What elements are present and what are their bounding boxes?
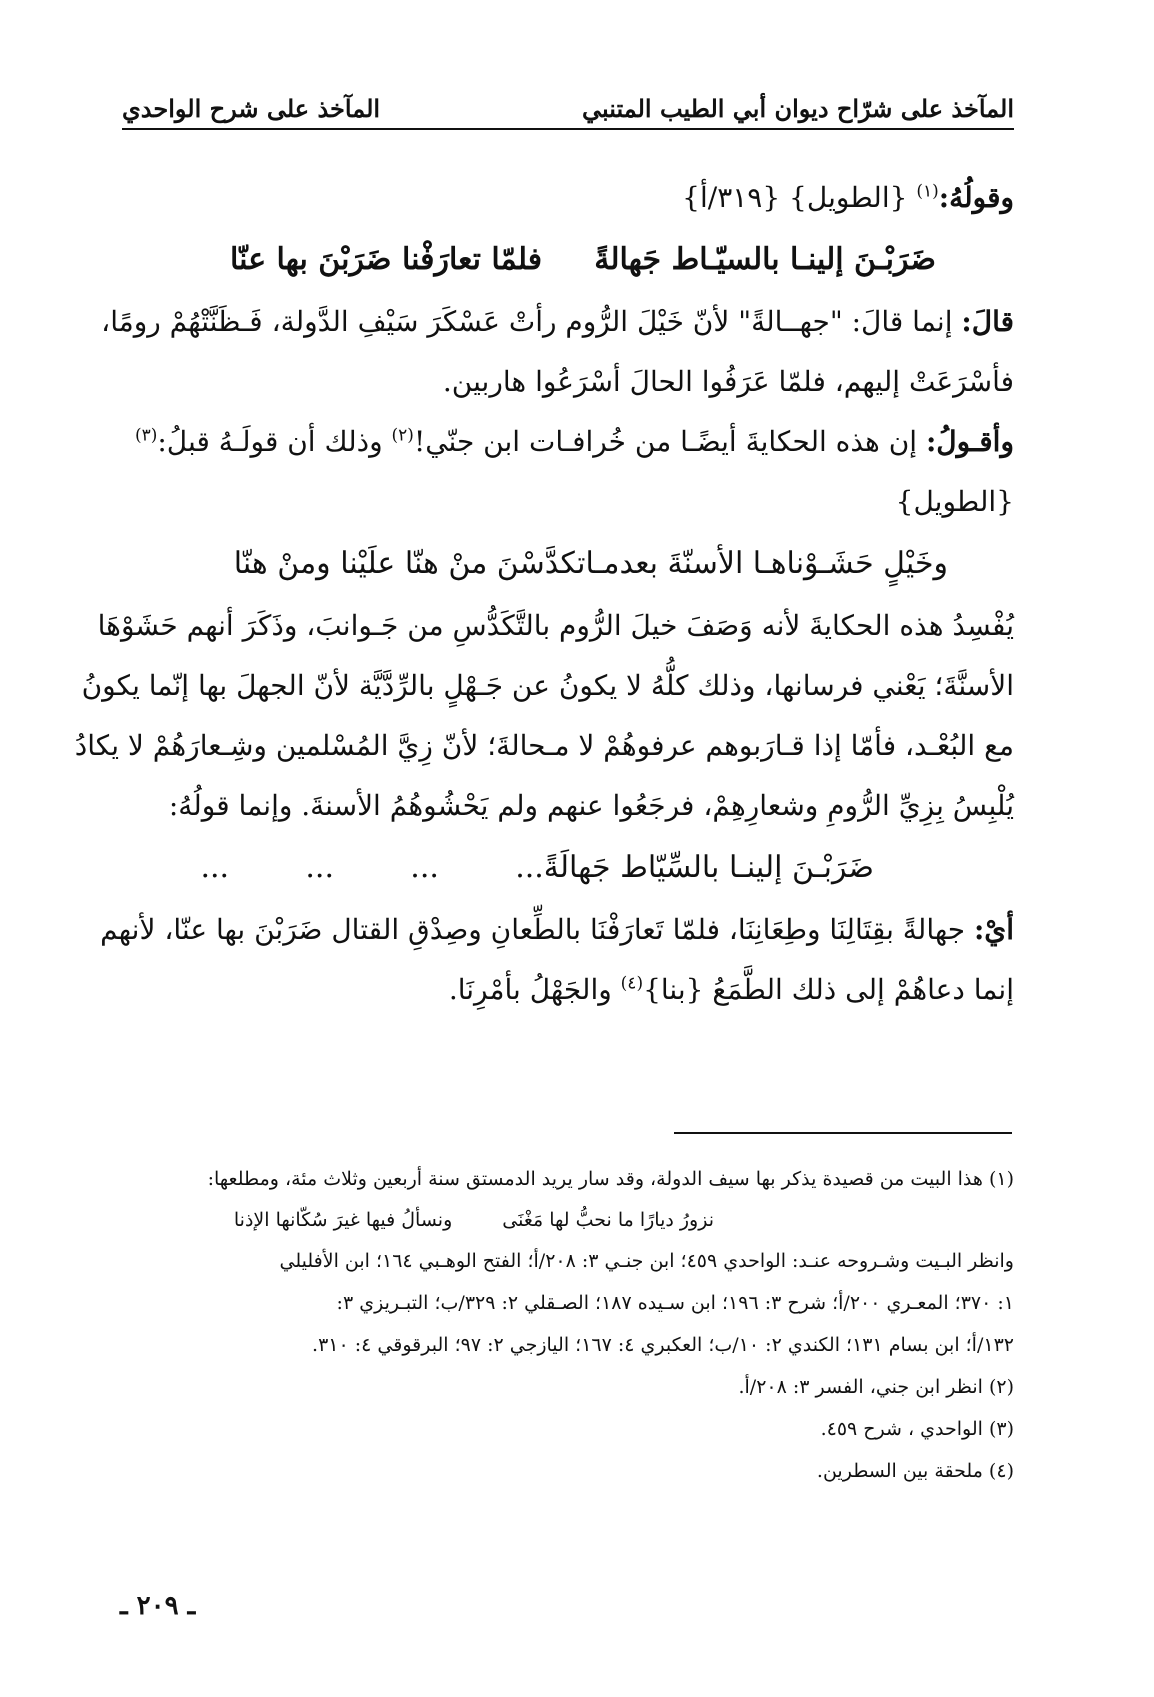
qala-line-2: فأسْرَعَتْ إليهم، فلمّا عَرَفُوا الحالَ أسْرَعُوا هاربين. xyxy=(442,365,1014,398)
intro-line xyxy=(144,168,1014,228)
intro-lead: وقولُهُ: xyxy=(938,181,1014,214)
commentary-line-3: مع البُعْـد، فأمّا إذا قـارَبوهم عرفوهُمْ لا مـحالةَ؛ لأنّ زِيَّ المُسْلمين وشِـعارَهُمْ لا يكادُ xyxy=(74,729,1014,762)
commentary-line-2: الأسنَّةَ؛ يَعْني فرسانها، وذلك كلُّهُ لا يكونُ عن جَـهْلٍ بالرِّدَّيَّة لأنّ الجهلَ بها إنّما يكونُ xyxy=(81,669,1014,702)
verse-2-first-hemistich: وخَيْلٍ حَشَـوْناهـا الأسنّةَ بعدمـا xyxy=(585,546,948,581)
footnote-3: (٣) الواحدي ، شرح ٤٥٩. xyxy=(820,1418,1014,1440)
footnote-1-line-1: (١) هذا البيت من قصيدة يذكر بها سيف الدولة، وقد سار يريد الدمستق سنة أربعين وثلاث مئة، ومطلعها: xyxy=(207,1168,1014,1190)
footnote-1-verse-first: نزورُ ديارًا ما نحبُّ لها مَغْنَى xyxy=(502,1209,714,1231)
ellipsis: ... xyxy=(200,850,230,885)
verse-1-second-hemistich: فلمّا تعارَفْنا ضَرَبْنَ بها عنّا xyxy=(230,242,543,277)
aqul-line-2: {الطويل} xyxy=(895,485,1014,518)
verse-3 xyxy=(144,836,1014,900)
verse-3-dots xyxy=(200,836,543,900)
footnote-2: (٢) انظر ابن جني، الفسر ٣: ٢٠٨/أ. xyxy=(738,1376,1014,1398)
footnote-1-verse xyxy=(144,1200,1014,1240)
footnote-ref-4: (٤) xyxy=(620,973,644,994)
aqul-text-1b: وذلك أن قولَـهُ قبلُ: xyxy=(157,425,392,458)
footnote-ref-1: (١) xyxy=(916,181,939,202)
verse-2-second-hemistich: تكدَّسْنَ منْ هنّا علَيْنا ومنْ هنّا xyxy=(233,546,586,581)
verse-1 xyxy=(144,228,1014,292)
ellipsis: ... xyxy=(410,850,439,885)
footnote-ref-3: (٣) xyxy=(134,425,158,446)
explanation-text-2a: إنما دعاهُمْ إلى ذلك الطَّمَعُ {بنا} xyxy=(643,973,1014,1006)
ellipsis: ... xyxy=(305,850,334,885)
explanation-line-1 xyxy=(100,900,1014,960)
chapter-title-header: المآخذ على شرح الواحدي xyxy=(122,94,381,123)
footnote-separator xyxy=(674,1132,1012,1134)
qala-text-1: إنما قالَ: "جهــالةً" لأنّ خَيْلَ الرُّوم رأتْ عَسْكَرَ سَيْفِ الدَّولة، فَـظَنَّتْهُمْ رومًا، xyxy=(101,305,962,338)
aqul-lead: وأقـولُ: xyxy=(925,425,1014,458)
aqul-line-1 xyxy=(134,412,1014,472)
verse-1-first-hemistich: ضَرَبْـنَ إلينـا بالسيّـاط جَهالةً xyxy=(594,242,936,277)
footnote-ref-2: (٢) xyxy=(391,425,414,446)
verse-3-first-hemistich: ضَرَبْـنَ إلينـا بالسِّيّاط جَهالَةً xyxy=(543,850,874,885)
aqul-text-1: إن هذه الحكايةَ أيضًـا من خُرافـات ابن جنّي! xyxy=(413,425,926,458)
footnote-1-line-2: وانظر البـيت وشـروحه عنـد: الواحدي ٤٥٩؛ ابن جنـي ٣: ٢٠٨/أ؛ الفتح الوهـبي ١٦٤؛ ابن الأفليلي xyxy=(279,1250,1014,1272)
qala-lead: قالَ: xyxy=(961,305,1014,338)
commentary-line-1: يُفْسِدُ هذه الحكايةَ لأنه وَصَفَ خيلَ الرُّوم بالتَّكَدُّسِ من جَـوانبَ، وذَكَرَ أنهم حَشَوْهَا xyxy=(97,609,1014,642)
footnote-1-line-3: ١: ٣٧٠؛ المعـري ٢٠٠/أ؛ شرح ٣: ١٩٦؛ ابن سـيده ١٨٧؛ الصـقلي ٢: ٣٢٩/ب؛ التبـريزي ٣: xyxy=(336,1292,1014,1314)
footnote-4: (٤) ملحقة بين السطرين. xyxy=(816,1460,1014,1482)
commentary-line-4: يُلْبِسُ بِزِيِّ الرُّومِ وشعارِهِمْ، فرجَعُوا عنهم ولم يَحْشُوهُمُ الأسنةَ. وإنما قولُهُ: xyxy=(168,789,1014,822)
book-title-header: المآخذ على شرّاح ديوان أبي الطيب المتنبي xyxy=(582,94,1014,123)
main-text xyxy=(74,168,1014,1020)
verse-2 xyxy=(144,532,1014,596)
intro-meter: {الطويل} {٣١٩/أ} xyxy=(682,181,917,214)
qala-line-1 xyxy=(101,292,1014,352)
explanation-text-2b: والجَهْلُ بأمْرِنَا. xyxy=(448,973,621,1006)
ellipsis: ... xyxy=(515,850,544,885)
running-header xyxy=(122,82,1014,130)
footnote-1-verse-second: ونسألُ فيها غيرَ سُكّانها الإذنا xyxy=(233,1209,453,1231)
footnotes xyxy=(144,1158,1014,1492)
explanation-lead: أيْ: xyxy=(973,913,1014,946)
page-number: ـ ٢٠٩ ـ xyxy=(120,1591,196,1621)
explanation-text-1: جهالةً بقِتَالِنَا وطِعَانِنَا، فلمّا تَعارَفْنَا بالطِّعانِ وصِدْقِ القتال ضَرَبْنَ بها عنّا، لأنهم xyxy=(100,913,974,946)
explanation-line-2 xyxy=(144,960,1014,1020)
footnote-1-line-4: ١٣٢/أ؛ ابن بسام ١٣١؛ الكندي ٢: ١٠/ب؛ العكبري ٤: ١٦٧؛ اليازجي ٢: ٩٧؛ البرقوقي ٤: ٣١٠. xyxy=(312,1334,1014,1356)
